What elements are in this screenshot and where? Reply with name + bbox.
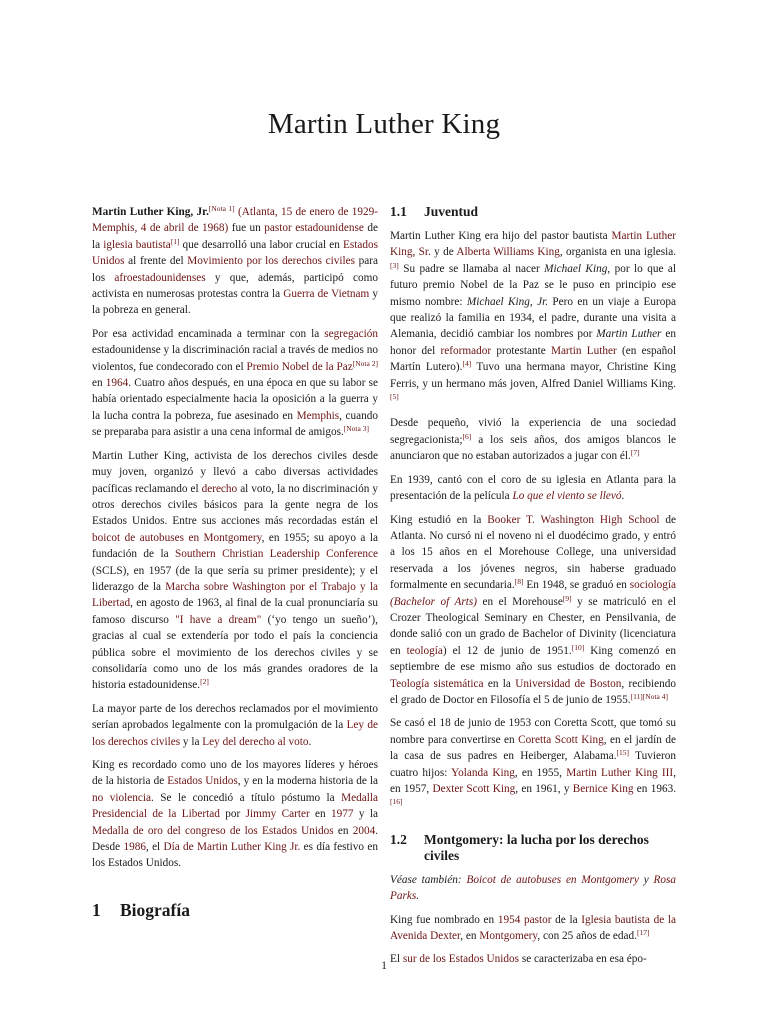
reference-link[interactable]: [6] [462, 431, 472, 441]
education-paragraph: King estudió en la Booker T. Washington High School de Atlanta. No cursó ni el noveno ni el duodécimo grado, y entró a los 15 años en el Morehouse College, una universidad reservada a los jóvenes negros, sin haberse graduado formalmente en secundaria.[8] En 1948, se graduó en sociología (Bachelor of Arts) en el Morehouse[9] y se matriculó en el Crozer Theological Seminary en Chester, en Pensilvania, de donde salió con un grado de Bachelor of Divinity (licenciatura en teología) el 12 de junio de 1951.[10] King comenzó en septiembre de ese mismo año sus estudios de doctorado en Teología sistemática en la Universidad de Boston, recibiendo el grado de Doctor en Filosofía el 5 de junio de 1955.[11][Nota 4] [390, 513, 677, 706]
yolanda-king-link[interactable]: Yolanda King [451, 766, 515, 779]
bernice-king-link[interactable]: Bernice King [572, 783, 634, 795]
see-also-note: Véase también: Boicot de autobuses en Montgomery y Rosa Parks. [390, 873, 677, 903]
bachelor-of-arts-link[interactable]: (Bachelor of Arts) [390, 595, 478, 608]
activism-paragraph: Martin Luther King, activista de los derechos civiles desde muy joven, organizó y llevó a cabo diversas actividades pacíficas reclamando el derecho al voto, la no discriminación y otros derechos civiles básicos para la gente negra de los Estados Unidos. Entre sus acciones más recordadas están el boicot de autobuses en Montgomery, en 1955; su apoyo a la fundación de la Southern Christian Leadership Conference (SCLS), en 1957 (de la que sería su primer presidente); y el liderazgo de la Marcha sobre Washington por el Trabajo y la Libertad, en agosto de 1963, al final de la cual pronunciaría su famoso discurso "I have a dream" (‘yo tengo un sueño’), gracias al cual se extendería por todo el país la conciencia pública sobre el movimiento de los derechos civiles y se consolidaría como uno de los más grandes oradores de la historia estadounidense.[2] [92, 449, 378, 692]
african-americans-link[interactable]: afroestadounidenses [114, 271, 206, 284]
reference-link[interactable]: [7] [630, 448, 640, 458]
mlk-iii-link[interactable]: Martin Luther King III [566, 766, 674, 779]
reference-link[interactable]: [9] [562, 593, 572, 603]
year-1986-link[interactable]: 1986 [123, 841, 146, 854]
year-1964-link[interactable]: 1964 [105, 377, 129, 390]
southern-us-link[interactable]: sur de los Estados Unidos [402, 953, 520, 966]
reference-link[interactable]: [8] [514, 577, 524, 587]
subsection-title: Montgomery: la lucha por los derechos civiles [424, 831, 649, 863]
subsection-heading-montgomery [390, 832, 676, 864]
reference-link[interactable]: [2] [200, 677, 209, 687]
subsection-number: 1.1 [390, 204, 407, 219]
reference-link[interactable]: [17] [637, 928, 650, 938]
note-link[interactable]: [Nota 1] [208, 204, 235, 213]
rosa-parks-link[interactable]: Rosa Parks [390, 873, 677, 903]
mlk-sr-link[interactable]: Martin Luther King, Sr. [390, 230, 676, 259]
reference-link[interactable]: [15] [616, 748, 630, 758]
left-column [92, 204, 378, 879]
vietnam-war-link[interactable]: Guerra de Vietnam [283, 288, 370, 301]
boston-university-link[interactable]: Universidad de Boston [515, 677, 622, 690]
section-title: Biografía [120, 900, 190, 920]
subsection-heading-juventud [390, 204, 676, 220]
sociology-link[interactable]: sociología [629, 579, 676, 592]
pastor-paragraph: King fue nombrado en 1954 pastor de la Iglesia bautista de la Avenida Dexter, en Montgomery, con 25 años de edad.[17] [390, 913, 677, 943]
south-paragraph: El sur de los Estados Unidos se caracterizaba en esa épo- [390, 953, 647, 966]
montgomery-boycott-link[interactable]: Boicot de autobuses en Montgomery [466, 873, 639, 886]
choir-paragraph: En 1939, cantó con el coro de su iglesia en Atlanta para la presentación de la película Lo que el viento se llevó. [390, 473, 676, 503]
legacy-paragraph: King es recordado como uno de los mayores líderes y héroes de la historia de Estados Unidos, y en la moderna historia de la no violencia. Se le concedió a título póstumo la Medalla Presidencial de la Libertad por Jimmy Carter en 1977 y la Medalla de oro del congreso de los Estados Unidos en 2004. Desde 1986, el Día de Martin Luther King Jr. es día festivo en los Estados Unidos. [92, 759, 379, 870]
i-have-a-dream-link[interactable]: "I have a dream" [175, 613, 262, 626]
memphis-link[interactable]: Memphis [296, 409, 340, 422]
note-link[interactable]: [Nota 3] [343, 424, 369, 434]
coretta-scott-king-link[interactable]: Coretta Scott King [518, 733, 604, 746]
intro-paragraph: Martin Luther King, Jr.[Nota 1] (Atlanta, 15 de enero de 1929-Memphis, 4 de abril de 1968) fue un pastor estadounidense de la iglesia bautista[1] que desarrolló una labor crucial en Estados Unidos al frente del Movimiento por los derechos civiles para los afroestadounidenses y que, además, participó como activista en numerosas protestas contra la Guerra de Vietnam y la pobreza en general. [92, 204, 379, 317]
nobel-paragraph: Por esa actividad encaminada a terminar con la segregación estadounidense y la discriminación racial a través de medios no violentos, fue condecorado con el Premio Nobel de la Paz[Nota 2] en 1964. Cuatro años después, en una época en que su labor se había orientado especialmente hacia la oposición a la guerra y la lucha contra la pobreza, fue asesinado en Memphis, cuando se preparaba para asistir a una cena informal de amigos.[Nota 3] [92, 327, 378, 439]
subsection-number: 1.2 [390, 831, 407, 847]
segregation-link[interactable]: segregación [324, 327, 378, 340]
marriage-paragraph: Se casó el 18 de junio de 1953 con Coretta Scott, que tomó su nombre para convertirse en Coretta Scott King, en el jardín de la casa de sus padres en Heiberger, Alabama.[15] Tuvieron cuatro hijos: Yolanda King, en 1955, Martin Luther King III, en 1957, Dexter Scott King, en 1961, y Bernice King en 1963.[16] [390, 717, 677, 807]
page-title: Martin Luther King [267, 108, 501, 140]
nobel-peace-prize-link[interactable]: Premio Nobel de la Paz [246, 360, 353, 373]
reference-link[interactable]: [4] [462, 359, 472, 369]
montgomery-boycott-link[interactable]: boicot de autobuses en Montgomery [92, 531, 262, 544]
civil-rights-act-link[interactable]: Ley de los derechos civiles [92, 719, 378, 748]
united-states-link[interactable]: Estados Unidos [92, 238, 379, 268]
medal-of-freedom-link[interactable]: Medalla Presidencial de la Libertad [92, 791, 379, 821]
systematic-theology-link[interactable]: Teología sistemática [390, 677, 484, 690]
jimmy-carter-link[interactable]: Jimmy Carter [245, 808, 310, 821]
section-heading-biografia [92, 900, 190, 921]
reformer-link[interactable]: reformador [440, 344, 492, 357]
reference-link[interactable]: [10] [571, 642, 585, 652]
sclc-link[interactable]: Southern Christian Leadership Conference [175, 548, 378, 561]
reference-link[interactable]: [5] [390, 392, 399, 402]
note-link[interactable]: [Nota 4] [642, 691, 668, 701]
year-1954-link[interactable]: 1954 [497, 913, 521, 926]
family-paragraph: Martin Luther King era hijo del pastor bautista Martin Luther King, Sr. y de Alberta Williams King, organista en una iglesia.[3] Su padre se llamaba al nacer Michael King, por lo que al futuro premio Nobel de la Paz se le puso en principio ese mismo nombre: Michael King, Jr. Pero en un viaje a Europa que realizó la familia en 1934, el padre, durante una visita a Alemania, decidió cambiar los nombres por Martin Luther en honor del reformador protestante Martin Luther (en español Martín Lutero).[4] Tuvo una hermana mayor, Christine King Ferris, y un hermano más joven, Alfred Daniel Williams King.[5] [390, 230, 677, 402]
dates-link[interactable]: (Atlanta, 15 de enero de 1929-Memphis, 4 de abril de 1968) [92, 206, 379, 235]
nonviolence-link[interactable]: no violencia [92, 791, 151, 804]
theology-link[interactable]: teología [406, 644, 443, 657]
montgomery-link[interactable]: Montgomery [479, 930, 538, 943]
year-1977-link[interactable]: 1977 [331, 808, 354, 821]
right-column [390, 204, 676, 975]
martin-luther-link[interactable]: Martin Luther [550, 344, 617, 357]
right-link[interactable]: derecho [201, 482, 238, 495]
united-states-link[interactable]: Estados Unidos [167, 775, 238, 788]
congressional-gold-medal-link[interactable]: Medalla de oro del congreso de los Estados Unidos [92, 824, 334, 837]
baptist-church-link[interactable]: iglesia bautista [103, 238, 171, 251]
gone-with-the-wind-link[interactable]: Lo que el viento se llevó [512, 490, 622, 503]
voting-rights-act-link[interactable]: Ley del derecho al voto [202, 735, 309, 748]
subsection-title: Juventud [424, 204, 479, 219]
civil-rights-movement-link[interactable]: Movimiento por los derechos civiles [187, 255, 355, 268]
booker-t-washington-hs-link[interactable]: Booker T. Washington High School [487, 513, 660, 526]
dexter-scott-king-link[interactable]: Dexter Scott King [432, 783, 516, 795]
page-number: 1 [381, 960, 387, 972]
alberta-williams-king-link[interactable]: Alberta Williams King [456, 246, 560, 259]
childhood-paragraph: Desde pequeño, vivió la experiencia de una sociedad segregacionista;[6] a los seis años, dos amigos blancos le anunciaron que no estaban autorizados a jugar con él.[7] [390, 417, 676, 463]
section-number: 1 [92, 900, 101, 920]
reference-link[interactable]: [1] [170, 236, 180, 246]
year-2004-link[interactable]: 2004 [352, 824, 376, 837]
laws-paragraph: La mayor parte de los derechos reclamados por el movimiento serían aprobados legalmente con la promulgación de la Ley de los derechos civiles y la Ley del derecho al voto. [92, 702, 378, 748]
dexter-avenue-church-link[interactable]: Iglesia bautista de la Avenida Dexter [390, 913, 677, 943]
subject-name: Martin Luther King, Jr. [92, 206, 209, 218]
march-on-washington-link[interactable]: Marcha sobre Washington por el Trabajo y la Libertad [92, 580, 378, 610]
note-link[interactable]: [Nota 2] [352, 358, 378, 368]
mlk-day-link[interactable]: Día de Martin Luther King Jr. [163, 841, 301, 854]
reference-link[interactable]: [16] [390, 797, 403, 807]
pastor-link[interactable]: pastor estadounidense [264, 222, 364, 235]
pastor-link[interactable]: pastor [524, 913, 552, 926]
reference-link[interactable]: [11] [630, 691, 643, 701]
reference-link[interactable]: [3] [390, 260, 399, 270]
